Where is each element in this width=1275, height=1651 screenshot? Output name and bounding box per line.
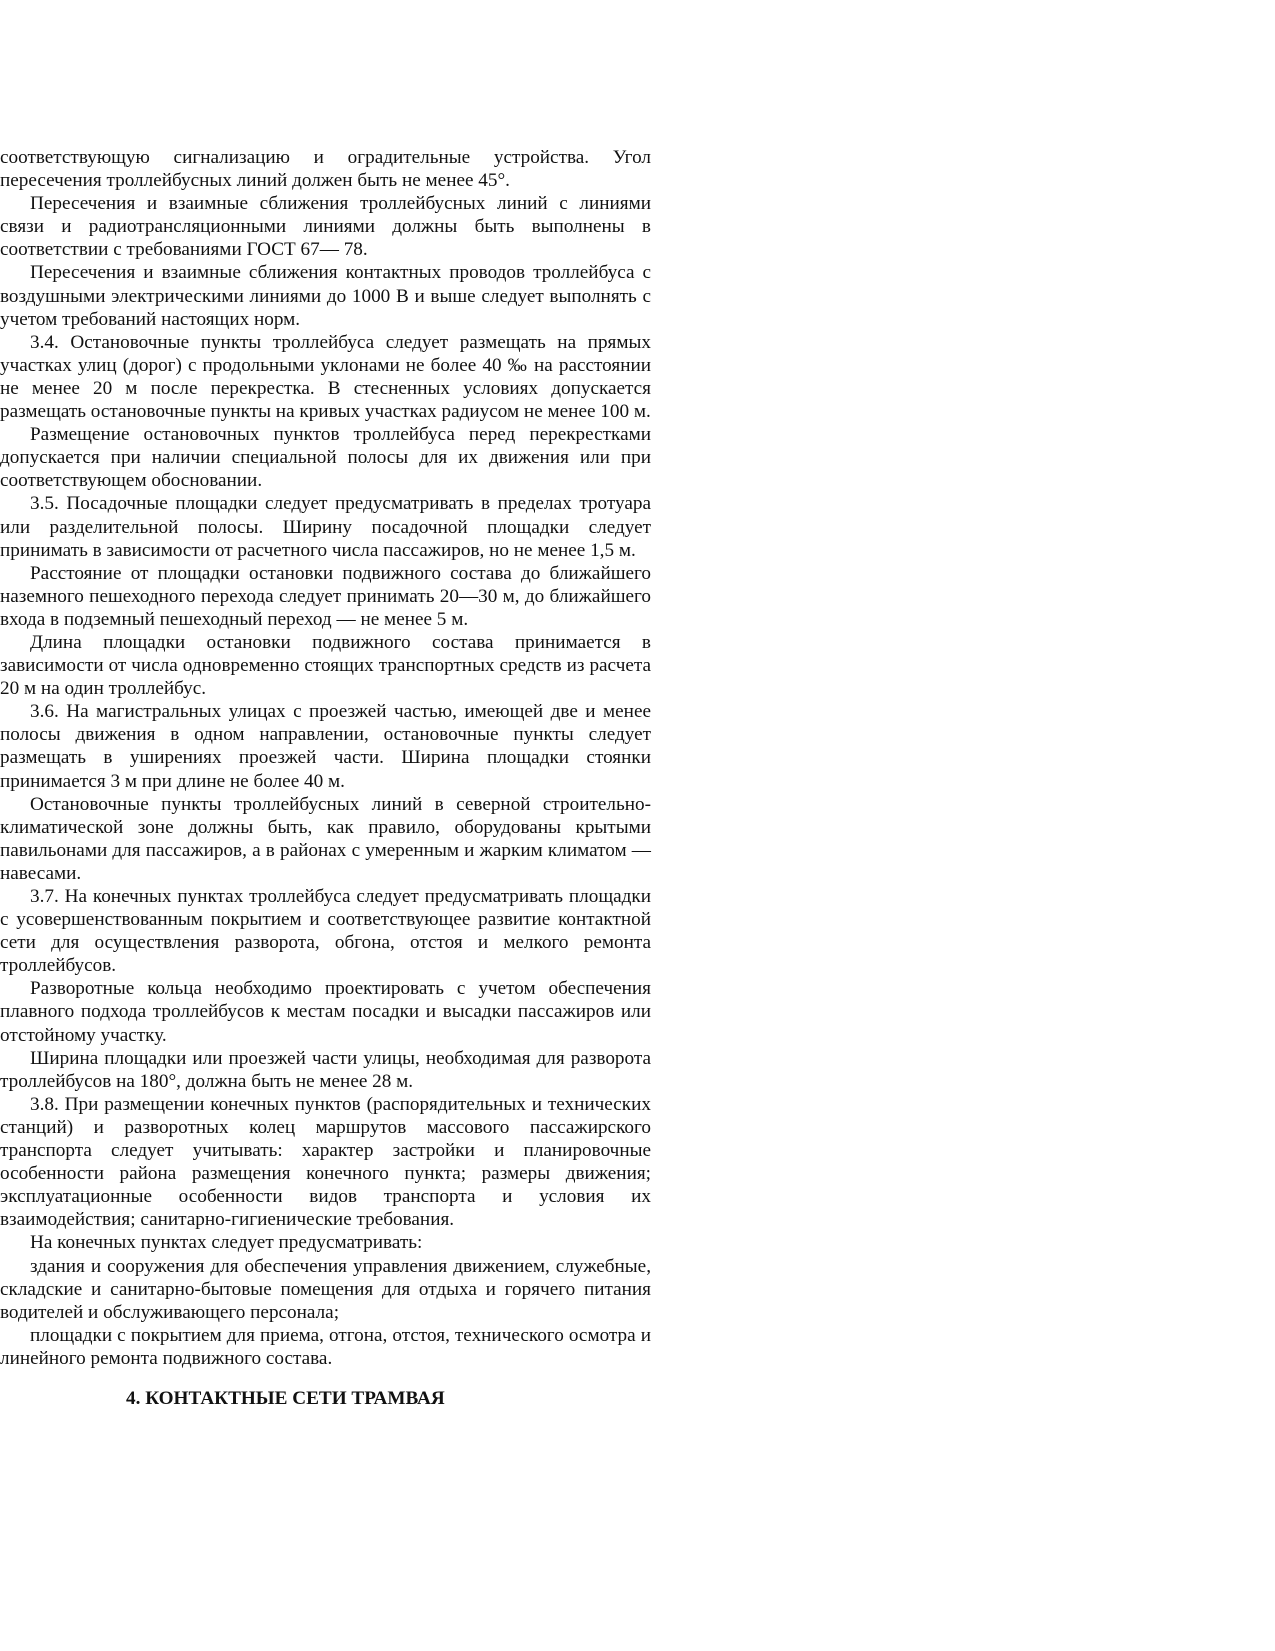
paragraph-terminal-provisions-intro: На конечных пунктах следует предусматривать: bbox=[30, 1232, 423, 1254]
paragraph-distance-to-crossing: Расстояние от площадки остановки подвижного состава до ближайшего наземного пешеходного перехода следует принимать 20—30 м, до ближайшего входа в подземный пешеходный переход — не менее 5 м. bbox=[0, 562, 651, 630]
paragraph-3-5-platforms: 3.5. Посадочные площадки следует предусматривать в пределах тротуара или разделительной полосы. Ширину посадочной площадки следует принимать в зависимости от расчетного числа пассажиров, но не менее 1,5 м. bbox=[0, 493, 651, 561]
paragraph-crossings-power-lines: Пересечения и взаимные сближения контактных проводов троллейбуса с воздушными электрическими линиями до 1000 В и выше следует выполнять с учетом требований настоящих норм. bbox=[0, 262, 651, 330]
paragraph-buildings-and-facilities: здания и сооружения для обеспечения управления движением, служебные, складские и санитарно-бытовые помещения для отдыха и горячего питания водителей и обслуживающего персонала; bbox=[0, 1255, 651, 1323]
paragraph-turning-loops: Разворотные кольца необходимо проектировать с учетом обеспечения плавного подхода троллейбусов к местам посадки и высадки пассажиров или отстойному участку. bbox=[0, 978, 651, 1046]
paragraph-3-6-arterial-streets: 3.6. На магистральных улицах с проезжей частью, имеющей две и менее полосы движения в одном направлении, остановочные пункты следует размещать в уширениях проезжей части. Ширина площадки стоянки принимается 3 м при длине не более 40 м. bbox=[0, 701, 651, 792]
paragraph-3-7-terminal-points: 3.7. На конечных пунктах троллейбуса следует предусматривать площадки с усовершенствованным покрытием и соответствующее развитие контактной сети для осуществления разворота, обгона, отстоя и мелкого ремонта троллейбусов. bbox=[0, 886, 651, 977]
section-heading: 4. КОНТАКТНЫЕ СЕТИ ТРАМВАЯ bbox=[126, 1387, 445, 1409]
paragraph-3-8-terminal-placement: 3.8. При размещении конечных пунктов (распорядительных и технических станций) и разворотных колец маршрутов массового пассажирского транспорта следует учитывать: характер застройки и планировочные особенности района размещения конечного пункта; размеры движения; эксплуатационные особенности видов транспорта и условия их взаимодействия; санитарно-гигиенические требования. bbox=[0, 1093, 651, 1231]
paragraph-northern-zone-pavilions: Остановочные пункты троллейбусных линий в северной строительно-климатической зоне должны быть, как правило, оборудованы крытыми павильонами для пассажиров, а в районах с умеренным и жарким климатом — навесами. bbox=[0, 793, 651, 884]
paragraph-3-4-stops: 3.4. Остановочные пункты троллейбуса следует размещать на прямых участках улиц (дорог) с продольными уклонами не более 40 ‰ на расстоянии не менее 20 м после перекрестка. В стесненных условиях допускается размещать остановочные пункты на кривых участках радиусом не менее 100 м. bbox=[0, 331, 651, 423]
paragraph-crossings-communication-lines: Пересечения и взаимные сближения троллейбусных линий с линиями связи и радиотрансляционными линиями должны быть выполнены в соответствии с требованиями ГОСТ 67— 78. bbox=[0, 193, 651, 261]
document-page bbox=[0, 146, 651, 1410]
paragraph-stops-before-intersections: Размещение остановочных пунктов троллейбуса перед перекрестками допускается при наличии специальной полосы для их движения или при соответствующем обосновании. bbox=[0, 424, 651, 492]
paragraph-platform-length: Длина площадки остановки подвижного состава принимается в зависимости от числа одновременно стоящих транспортных средств из расчета 20 м на один троллейбус. bbox=[0, 631, 651, 700]
paragraph-paved-areas: площадки с покрытием для приема, отгона, отстоя, технического осмотра и линейного ремонта подвижного состава. bbox=[0, 1324, 651, 1369]
paragraph-continuation: соответствующую сигнализацию и оградительные устройства. Угол пересечения троллейбусных линий должен быть не менее 45°. bbox=[0, 147, 651, 192]
paragraph-turning-width: Ширина площадки или проезжей части улицы, необходимая для разворота троллейбусов на 180°, должна быть не менее 28 м. bbox=[0, 1047, 651, 1092]
